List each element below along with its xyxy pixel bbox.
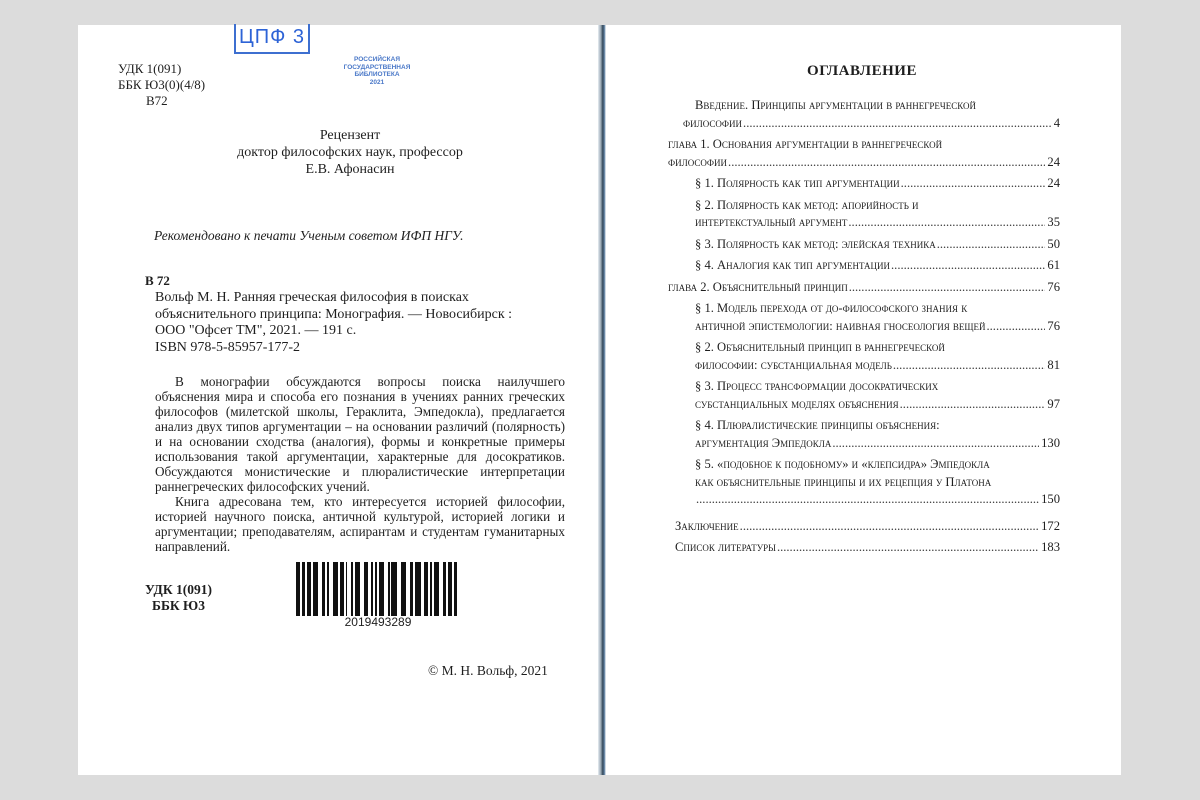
toc-entry-title: Список литературы xyxy=(675,540,776,554)
toc-entry-title: как объяснительные принципы и их рецепция у Платона xyxy=(695,474,992,489)
copyright: © М. Н. Вольф, 2021 xyxy=(428,663,548,678)
toc-entry[interactable] xyxy=(668,136,1060,171)
barcode-space xyxy=(457,562,459,616)
library-mark: РОССИЙСКАЯ ГОСУДАРСТВЕННАЯ БИБЛИОТЕКА 2021 xyxy=(343,56,411,86)
toc-leader-dots xyxy=(740,518,1039,536)
toc-entry-title: § 1. Полярность как тип аргументации xyxy=(695,176,900,190)
toc-entry-title: § 4. Плюралистические принципы объяснения: xyxy=(695,418,940,432)
toc-entry-title: § 5. «подобное к подобному» и «клепсидра» Эмпедокла xyxy=(695,457,990,471)
toc-entry[interactable] xyxy=(668,175,1060,193)
toc-entry[interactable] xyxy=(668,300,1060,335)
toc-leader-dots xyxy=(696,491,1039,509)
toc-entry-title: античной эпистемологии: наивная гносеология вещей xyxy=(695,318,986,333)
toc-leader-dots xyxy=(900,396,1046,414)
toc-entry-title: глава 1. Основания аргументации в раннегреческой xyxy=(668,137,943,151)
toc-page-number: 183 xyxy=(1041,540,1060,554)
toc-page-number: 4 xyxy=(1053,115,1060,130)
bibliographic-record: Вольф М. Н. Ранняя греческая философия в поисках объяснительного принципа: Монография. — Новосибирск : ООО "Офсет ТМ", 2021. — 191 с. ISBN 978-5-85957-177-2 xyxy=(155,290,575,356)
toc-entry-title: субстанциальных моделях объяснения xyxy=(695,396,899,411)
toc-leader-dots xyxy=(848,214,1045,232)
toc-page-number: 130 xyxy=(1041,435,1060,450)
toc-page-number: 24 xyxy=(1047,176,1060,190)
toc-entry-title: философии xyxy=(683,115,743,130)
table-of-contents xyxy=(668,97,1060,561)
toc-entry[interactable] xyxy=(668,456,1060,509)
reviewer-label: Рецензент xyxy=(319,128,381,143)
toc-entry[interactable] xyxy=(668,197,1060,232)
toc-page-number: 50 xyxy=(1047,236,1060,251)
toc-entry-title: интертекстуальный аргумент xyxy=(695,215,848,229)
abstract-paragraph: В монографии обсуждаются вопросы поиска наилучшего объяснения мира и способа его познания в учениях ранних греческих философов (милетской школы, Гераклита, Эмпедокла), предлагается анализ двух типов аргументации – на основании различий (полярность) и на основании сходства (аналогия), формы и конкретные примеры использования такой аргументации, характерные для досократиков. Обсуждаются монистические и плюралистические интерпретации раннегреческих философских учений. xyxy=(155,374,565,494)
toc-page-number: 76 xyxy=(1047,279,1060,294)
toc-entry[interactable] xyxy=(668,378,1060,413)
toc-entry-title: аргументация Эмпедокла xyxy=(695,435,832,450)
toc-entry-title: § 3. Процесс трансформации досократических xyxy=(695,379,939,393)
classification-bottom: УДК 1(091) ББК Ю3 xyxy=(145,582,212,613)
classification-top xyxy=(118,61,205,109)
toc-page-number: 150 xyxy=(1041,492,1060,506)
toc-entry-title: § 4. Аналогия как тип аргументации xyxy=(695,258,891,272)
toc-page-number: 81 xyxy=(1047,357,1060,372)
toc-entry[interactable] xyxy=(668,339,1060,374)
toc-leader-dots xyxy=(987,318,1046,336)
toc-entry[interactable] xyxy=(668,236,1060,254)
toc-entry[interactable] xyxy=(668,417,1060,452)
toc-page-number: 172 xyxy=(1041,518,1060,533)
toc-entry[interactable] xyxy=(668,97,1060,132)
isbn: ISBN 978-5-85957-177-2 xyxy=(155,339,301,355)
toc-page-number: 76 xyxy=(1047,318,1060,333)
toc-entry-title: философии: субстанциальная модель xyxy=(695,357,892,372)
barcode xyxy=(288,558,468,632)
toc-entry-title: Заключение xyxy=(675,518,739,533)
toc-page-number: 97 xyxy=(1047,396,1060,411)
book-spine xyxy=(598,25,606,775)
author-code: В72 xyxy=(146,93,168,108)
toc-leader-dots xyxy=(901,175,1046,193)
toc-entry-title: Введение. Принципы аргументации в раннегреческой xyxy=(695,98,977,112)
recommendation-note: Рекомендовано к печати Ученым советом ИФП НГУ. xyxy=(154,228,464,243)
toc-leader-dots xyxy=(937,236,1046,254)
toc-entry-title: § 2. Полярность как метод: апорийность и xyxy=(695,197,919,212)
bbk-code: ББК Ю3(0)(4/8) xyxy=(118,77,206,92)
toc-page-number: 61 xyxy=(1047,258,1060,272)
toc-entry-title: философии xyxy=(668,154,728,169)
toc-leader-dots xyxy=(728,154,1045,172)
barcode-bars xyxy=(296,562,460,616)
reviewer-block xyxy=(220,127,480,178)
toc-entry-title: глава 2. Объяснительный принцип xyxy=(668,279,848,294)
udk-code: УДК 1(091) xyxy=(118,61,182,76)
toc-entry-title: § 2. Объяснительный принцип в раннегреческой xyxy=(695,340,945,354)
reviewer-title: доктор философских наук, профессор xyxy=(237,145,463,160)
toc-entry[interactable] xyxy=(668,539,1060,557)
toc-entry-title: § 1. Модель перехода от до-философского знания к xyxy=(695,301,968,315)
toc-page-number: 24 xyxy=(1047,154,1060,169)
abstract xyxy=(155,374,565,554)
toc-leader-dots xyxy=(832,435,1039,453)
toc-entry[interactable] xyxy=(668,279,1060,297)
toc-leader-dots xyxy=(891,257,1045,275)
toc-leader-dots xyxy=(893,357,1046,375)
catalog-code: В 72 xyxy=(145,273,170,288)
toc-page-number: 35 xyxy=(1047,215,1060,229)
toc-entry-title: § 3. Полярность как метод: элейская техника xyxy=(695,236,936,251)
toc-leader-dots xyxy=(777,539,1039,557)
library-stamp: ЦПФ 3 xyxy=(234,24,310,54)
abstract-paragraph: Книга адресована тем, кто интересуется историей философии, историей научного поиска, античной культурой, историей логики и аргументации; преподавателям, аспирантам и студентам гуманитарных направлений. xyxy=(155,494,565,554)
toc-title: ОГЛАВЛЕНИЕ xyxy=(807,63,917,79)
barcode-number: 2019493289 xyxy=(344,615,412,629)
toc-leader-dots xyxy=(743,115,1052,133)
toc-entry[interactable] xyxy=(668,257,1060,275)
toc-leader-dots xyxy=(849,279,1046,297)
reviewer-name: Е.В. Афонасин xyxy=(305,162,395,177)
toc-entry[interactable] xyxy=(668,518,1060,536)
